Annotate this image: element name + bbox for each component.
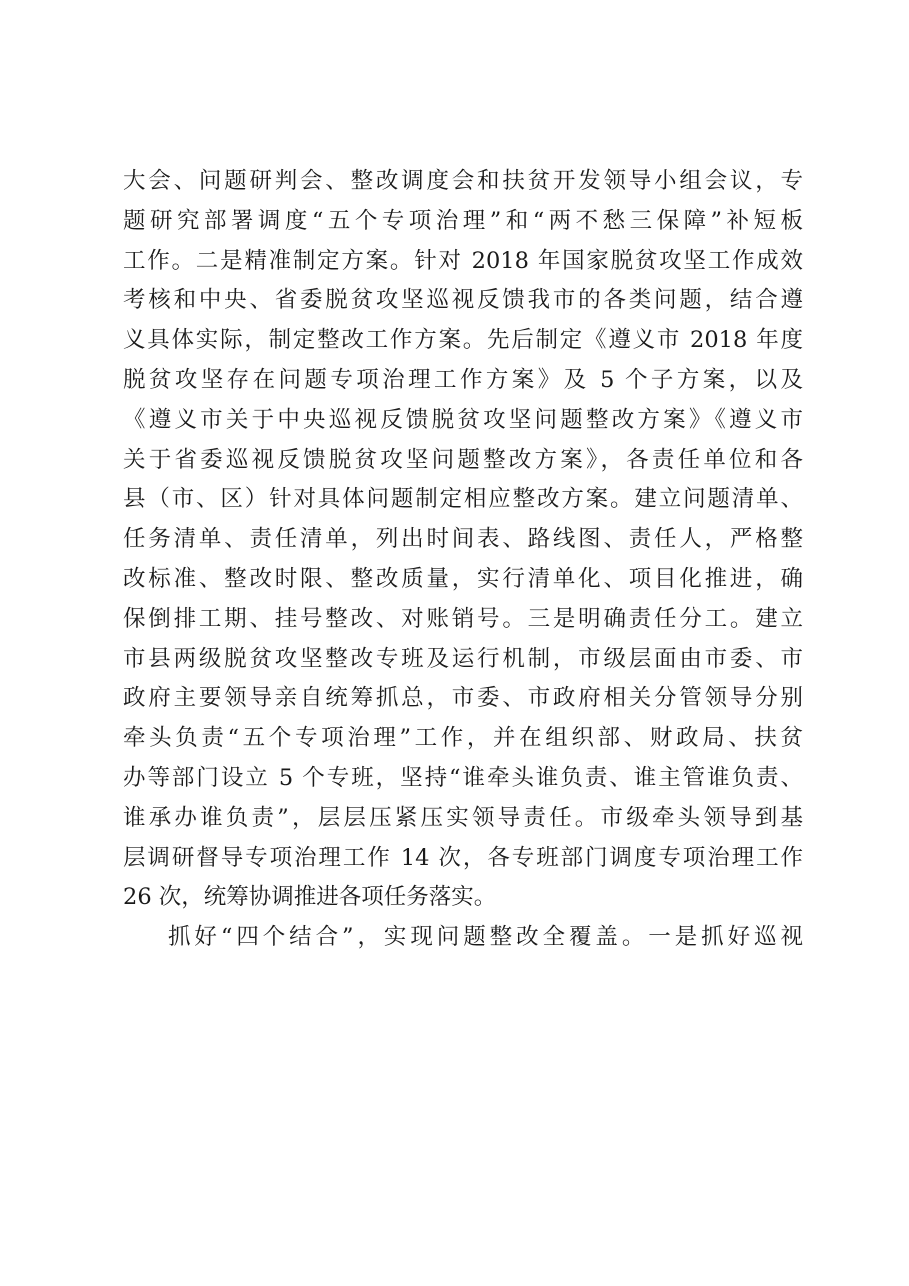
text-line: 政府主要领导亲自统筹抓总，市委、市政府相关分管领导分别 xyxy=(123,685,803,712)
text-line: 牵头负责“五个专项治理”工作，并在组织部、财政局、扶贫 xyxy=(123,725,803,752)
text-line: 义具体实际，制定整改工作方案。先后制定《遵义市 2018 年度 xyxy=(123,327,803,354)
text-line: 大会、问题研判会、整改调度会和扶贫开发领导小组会议，专 xyxy=(123,168,803,194)
body-text xyxy=(123,162,803,958)
text-line: 26 次，统筹协调推进各项任务落实。 xyxy=(123,884,497,911)
text-line: 关于省委巡视反馈脱贫攻坚问题整改方案》，各责任单位和各 xyxy=(123,446,803,473)
text-line: 《遵义市关于中央巡视反馈脱贫攻坚问题整改方案》《遵义市 xyxy=(123,406,803,433)
text-line: 工作。二是精准制定方案。针对 2018 年国家脱贫攻坚工作成效 xyxy=(123,247,803,274)
text-line: 题研究部署调度“五个专项治理”和“两不愁三保障”补短板 xyxy=(123,207,803,234)
text-line: 改标准、整改时限、整改质量，实行清单化、项目化推进，确 xyxy=(123,565,803,592)
text-line: 任务清单、责任清单，列出时间表、路线图、责任人，严格整 xyxy=(123,526,803,553)
text-line: 层调研督导专项治理工作 14 次，各专班部门调度专项治理工作 xyxy=(123,844,803,871)
paragraph-first-line: 抓好“四个结合”，实现问题整改全覆盖。一是抓好巡视 xyxy=(168,924,803,951)
text-line: 考核和中央、省委脱贫攻坚巡视反馈我市的各类问题，结合遵 xyxy=(123,287,803,314)
text-line: 市县两级脱贫攻坚整改专班及运行机制，市级层面由市委、市 xyxy=(123,645,803,672)
text-line: 办等部门设立 5 个专班，坚持“谁牵头谁负责、谁主管谁负责、 xyxy=(123,764,803,791)
text-line: 保倒排工期、挂号整改、对账销号。三是明确责任分工。建立 xyxy=(123,605,803,632)
text-line: 脱贫攻坚存在问题专项治理工作方案》及 5 个子方案，以及 xyxy=(123,366,803,393)
text-line: 谁承办谁负责”，层层压紧压实领导责任。市级牵头领导到基 xyxy=(123,804,803,831)
text-line: 县（市、区）针对具体问题制定相应整改方案。建立问题清单、 xyxy=(123,486,803,513)
